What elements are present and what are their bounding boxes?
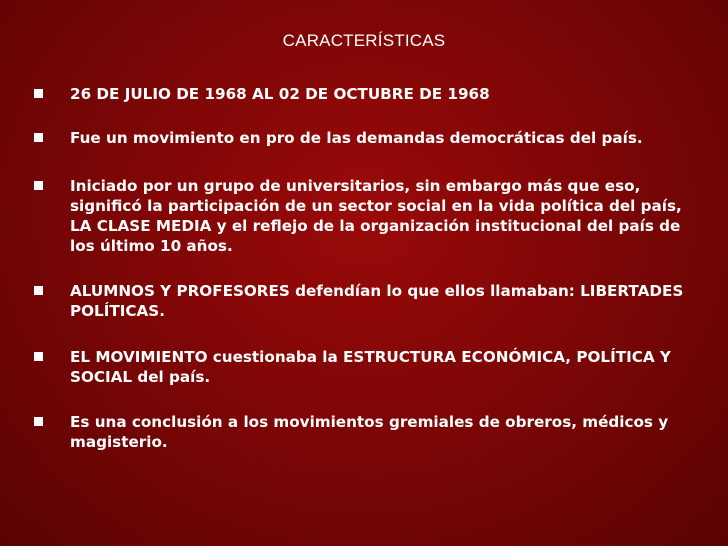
slide-title: CARACTERÍSTICAS [282,31,446,50]
bullet-text: Iniciado por un grupo de universitarios, sin embargo más que eso, significó la participación de un sector social en la vida política del país, LA CLASE MEDIA y el reflejo de la organización institucional del país de los último 10 años. [70,177,682,255]
bullet-text: EL MOVIMIENTO cuestionaba la ESTRUCTURA ECONÓMICA, POLÍTICA Y SOCIAL del país. [70,348,671,386]
square-bullet-icon [34,181,43,190]
square-bullet-icon [34,417,43,426]
square-bullet-icon [34,89,43,98]
square-bullet-icon [34,133,43,142]
square-bullet-icon [34,286,43,295]
square-bullet-icon [34,352,43,361]
bullet-text: 26 DE JULIO DE 1968 AL 02 DE OCTUBRE DE 1968 [70,85,490,103]
bullet-text: ALUMNOS Y PROFESORES defendían lo que ellos llamaban: LIBERTADES POLÍTICAS. [70,282,684,320]
bullet-text: Fue un movimiento en pro de las demandas democráticas del país. [70,129,643,147]
bullet-text: Es una conclusión a los movimientos gremiales de obreros, médicos y magisterio. [70,413,669,451]
